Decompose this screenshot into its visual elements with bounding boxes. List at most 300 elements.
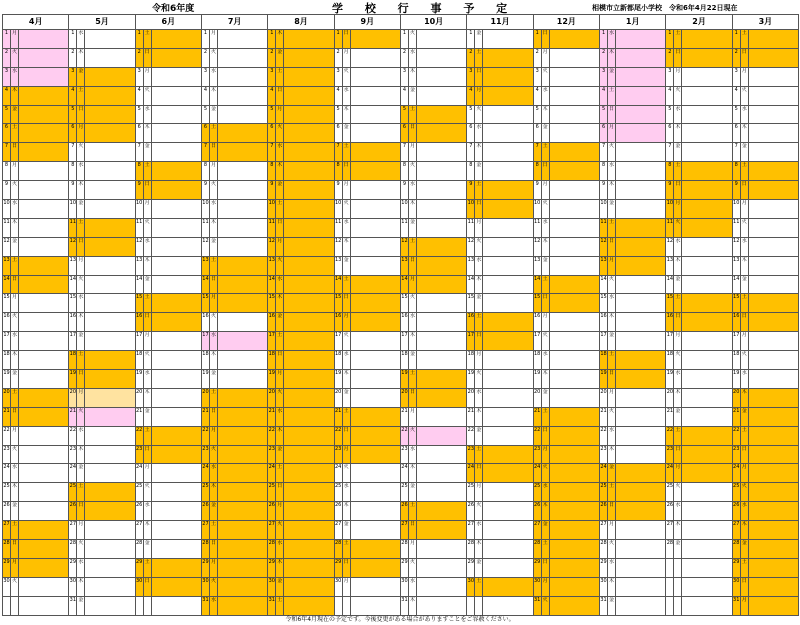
day-number: 23: [533, 445, 541, 464]
weekday: 水: [143, 502, 151, 521]
day-number: 1: [732, 30, 740, 49]
day-number: 16: [600, 313, 608, 332]
day-number: 25: [268, 483, 276, 502]
weekday: 金: [475, 426, 483, 445]
event-cell: [151, 124, 201, 143]
day-number: 28: [600, 540, 608, 559]
event-cell: [350, 162, 400, 181]
event-cell: [416, 30, 466, 49]
day-number: 6: [666, 124, 674, 143]
event-cell: [748, 577, 798, 596]
weekday: [475, 596, 483, 615]
weekday: 水: [541, 218, 549, 237]
event-cell: [483, 48, 533, 67]
day-number: 16: [334, 313, 342, 332]
weekday: 月: [11, 558, 19, 577]
day-row: [3, 502, 799, 521]
day-number: 9: [201, 181, 209, 200]
day-number: 14: [201, 275, 209, 294]
event-cell: [682, 143, 732, 162]
day-number: 15: [600, 294, 608, 313]
day-number: 28: [3, 540, 11, 559]
weekday: 水: [342, 351, 350, 370]
day-number: 10: [268, 200, 276, 219]
weekday: 木: [143, 388, 151, 407]
weekday: [674, 577, 682, 596]
event-cell: [549, 370, 599, 389]
day-number: 4: [400, 86, 408, 105]
weekday: 火: [408, 30, 416, 49]
day-number: [135, 596, 143, 615]
weekday: 月: [77, 521, 85, 540]
weekday: 水: [77, 162, 85, 181]
event-cell: [284, 540, 334, 559]
day-number: 21: [400, 407, 408, 426]
day-number: 15: [69, 294, 77, 313]
event-cell: [416, 67, 466, 86]
weekday: 水: [209, 67, 217, 86]
event-cell: [217, 540, 267, 559]
event-cell: [416, 200, 466, 219]
weekday: 月: [342, 577, 350, 596]
day-row: [3, 445, 799, 464]
day-number: 16: [400, 313, 408, 332]
event-cell: [350, 313, 400, 332]
event-cell: [416, 294, 466, 313]
event-cell: [350, 502, 400, 521]
day-number: 2: [334, 48, 342, 67]
day-number: 25: [135, 483, 143, 502]
event-cell: [616, 218, 666, 237]
event-cell: [19, 181, 69, 200]
weekday: 金: [342, 521, 350, 540]
day-number: 25: [666, 483, 674, 502]
weekday: 日: [674, 445, 682, 464]
day-number: 7: [135, 143, 143, 162]
weekday: 木: [77, 181, 85, 200]
page-title: 学 校 行 事 予 定: [332, 2, 517, 15]
weekday: 金: [276, 181, 284, 200]
day-number: 23: [334, 445, 342, 464]
weekday: 火: [674, 483, 682, 502]
weekday: 土: [475, 313, 483, 332]
weekday: 日: [475, 464, 483, 483]
day-number: 22: [600, 426, 608, 445]
day-row: [3, 388, 799, 407]
event-cell: [19, 124, 69, 143]
weekday: 日: [11, 407, 19, 426]
event-cell: [151, 445, 201, 464]
event-cell: [748, 143, 798, 162]
day-number: 27: [135, 521, 143, 540]
day-number: 10: [69, 200, 77, 219]
day-row: [3, 105, 799, 124]
day-number: 1: [533, 30, 541, 49]
weekday: 木: [740, 124, 748, 143]
event-cell: [416, 502, 466, 521]
event-cell: [85, 464, 135, 483]
event-cell: [217, 426, 267, 445]
event-cell: [549, 67, 599, 86]
day-number: 21: [69, 407, 77, 426]
weekday: 木: [342, 370, 350, 389]
weekday: 金: [77, 464, 85, 483]
weekday: 水: [209, 596, 217, 615]
day-number: 5: [467, 105, 475, 124]
weekday: 木: [608, 445, 616, 464]
day-number: 6: [3, 124, 11, 143]
event-cell: [151, 558, 201, 577]
day-number: 27: [268, 521, 276, 540]
weekday: 木: [674, 388, 682, 407]
weekday: 金: [342, 256, 350, 275]
event-cell: [616, 558, 666, 577]
event-cell: [616, 124, 666, 143]
day-number: 4: [533, 86, 541, 105]
weekday: 金: [608, 67, 616, 86]
day-number: 6: [400, 124, 408, 143]
weekday: 木: [475, 407, 483, 426]
event-cell: [85, 124, 135, 143]
day-number: 18: [666, 351, 674, 370]
weekday: 水: [674, 370, 682, 389]
weekday: 日: [209, 540, 217, 559]
event-cell: [350, 181, 400, 200]
event-cell: [748, 521, 798, 540]
event-cell: [748, 540, 798, 559]
day-number: 18: [732, 351, 740, 370]
weekday: 火: [209, 577, 217, 596]
weekday: 月: [541, 48, 549, 67]
event-cell: [483, 200, 533, 219]
day-number: 30: [732, 577, 740, 596]
event-cell: [217, 407, 267, 426]
weekday: 土: [541, 540, 549, 559]
day-number: 19: [334, 370, 342, 389]
day-number: 24: [533, 464, 541, 483]
day-number: 2: [268, 48, 276, 67]
weekday: 木: [276, 30, 284, 49]
month-header: 10月: [400, 15, 466, 30]
day-row: [3, 464, 799, 483]
day-number: 6: [467, 124, 475, 143]
day-number: 29: [3, 558, 11, 577]
weekday: 金: [342, 124, 350, 143]
event-cell: [85, 237, 135, 256]
weekday: 木: [608, 577, 616, 596]
weekday: 水: [408, 445, 416, 464]
weekday: 日: [77, 237, 85, 256]
day-number: 4: [268, 86, 276, 105]
day-number: 5: [3, 105, 11, 124]
event-cell: [416, 388, 466, 407]
day-number: 11: [268, 218, 276, 237]
day-number: 27: [201, 521, 209, 540]
event-cell: [616, 48, 666, 67]
day-number: 26: [334, 502, 342, 521]
weekday: 金: [475, 30, 483, 49]
day-number: 13: [666, 256, 674, 275]
day-number: 31: [69, 596, 77, 615]
day-row: [3, 67, 799, 86]
day-number: 30: [3, 577, 11, 596]
weekday: 月: [608, 256, 616, 275]
day-row: [3, 86, 799, 105]
weekday: 水: [608, 558, 616, 577]
event-cell: [19, 48, 69, 67]
day-number: 2: [467, 48, 475, 67]
day-number: 30: [268, 577, 276, 596]
day-number: 10: [3, 200, 11, 219]
month-header: 3月: [732, 15, 798, 30]
weekday: 木: [209, 86, 217, 105]
event-cell: [616, 407, 666, 426]
day-number: 18: [135, 351, 143, 370]
day-number: 16: [732, 313, 740, 332]
event-cell: [284, 313, 334, 332]
weekday: 月: [342, 48, 350, 67]
event-cell: [416, 256, 466, 275]
day-number: 8: [533, 162, 541, 181]
weekday: 金: [209, 237, 217, 256]
weekday: 木: [608, 313, 616, 332]
weekday: 月: [541, 445, 549, 464]
event-cell: [350, 256, 400, 275]
day-number: 22: [467, 426, 475, 445]
weekday: 木: [276, 558, 284, 577]
event-cell: [85, 596, 135, 615]
weekday: 土: [143, 558, 151, 577]
event-cell: [350, 407, 400, 426]
weekday: 月: [740, 464, 748, 483]
day-number: 7: [600, 143, 608, 162]
weekday: 日: [475, 332, 483, 351]
weekday: 木: [77, 313, 85, 332]
day-number: 5: [600, 105, 608, 124]
event-cell: [682, 181, 732, 200]
day-number: 2: [600, 48, 608, 67]
weekday: 日: [143, 48, 151, 67]
event-cell: [19, 256, 69, 275]
event-cell: [350, 596, 400, 615]
day-number: 20: [533, 388, 541, 407]
day-number: [666, 558, 674, 577]
day-number: 4: [467, 86, 475, 105]
day-number: 3: [533, 67, 541, 86]
day-number: 27: [69, 521, 77, 540]
event-cell: [748, 596, 798, 615]
day-number: 14: [467, 275, 475, 294]
weekday: 水: [342, 86, 350, 105]
day-number: 9: [600, 181, 608, 200]
day-number: 1: [3, 30, 11, 49]
event-cell: [483, 124, 533, 143]
event-cell: [151, 200, 201, 219]
weekday: 火: [342, 464, 350, 483]
day-number: 28: [201, 540, 209, 559]
weekday: 木: [408, 332, 416, 351]
day-number: 19: [533, 370, 541, 389]
weekday: 土: [143, 30, 151, 49]
weekday: 金: [475, 558, 483, 577]
weekday: 日: [77, 105, 85, 124]
weekday: 金: [77, 596, 85, 615]
weekday: 月: [342, 313, 350, 332]
day-number: 11: [334, 218, 342, 237]
month-header-row: [3, 15, 799, 30]
event-cell: [549, 502, 599, 521]
event-cell: [483, 162, 533, 181]
weekday: 金: [740, 407, 748, 426]
event-cell: [483, 521, 533, 540]
weekday: 水: [475, 124, 483, 143]
event-cell: [350, 577, 400, 596]
day-number: 12: [533, 237, 541, 256]
event-cell: [682, 521, 732, 540]
weekday: 火: [11, 313, 19, 332]
event-cell: [616, 313, 666, 332]
weekday: 土: [674, 30, 682, 49]
day-number: 7: [3, 143, 11, 162]
month-header: 4月: [3, 15, 69, 30]
event-cell: [748, 218, 798, 237]
weekday: 水: [11, 200, 19, 219]
day-number: 24: [600, 464, 608, 483]
event-cell: [682, 332, 732, 351]
day-row: [3, 200, 799, 219]
event-cell: [217, 124, 267, 143]
weekday: 月: [408, 407, 416, 426]
event-cell: [85, 86, 135, 105]
event-cell: [549, 105, 599, 124]
day-number: 12: [600, 237, 608, 256]
day-number: 31: [732, 596, 740, 615]
day-number: 1: [334, 30, 342, 49]
weekday: 日: [740, 577, 748, 596]
weekday: 日: [276, 351, 284, 370]
event-cell: [748, 237, 798, 256]
event-cell: [483, 502, 533, 521]
event-cell: [85, 181, 135, 200]
day-number: 16: [666, 313, 674, 332]
day-number: 3: [3, 67, 11, 86]
weekday: 土: [740, 30, 748, 49]
event-cell: [151, 162, 201, 181]
weekday: 金: [541, 388, 549, 407]
event-cell: [284, 30, 334, 49]
day-number: 28: [467, 540, 475, 559]
event-cell: [217, 558, 267, 577]
event-cell: [416, 181, 466, 200]
day-number: 18: [467, 351, 475, 370]
day-number: 9: [3, 181, 11, 200]
weekday: 木: [11, 86, 19, 105]
weekday: 日: [143, 445, 151, 464]
weekday: 水: [608, 294, 616, 313]
weekday: 水: [77, 558, 85, 577]
day-number: 11: [732, 218, 740, 237]
day-number: 21: [334, 407, 342, 426]
weekday: 金: [77, 332, 85, 351]
weekday: 月: [740, 596, 748, 615]
weekday: 日: [740, 48, 748, 67]
event-cell: [616, 445, 666, 464]
event-cell: [151, 388, 201, 407]
day-number: 29: [467, 558, 475, 577]
event-cell: [616, 200, 666, 219]
day-number: 23: [732, 445, 740, 464]
day-number: 22: [334, 426, 342, 445]
event-cell: [19, 445, 69, 464]
event-cell: [748, 351, 798, 370]
weekday: 木: [342, 105, 350, 124]
weekday: 土: [276, 200, 284, 219]
day-number: 26: [467, 502, 475, 521]
day-number: 21: [135, 407, 143, 426]
weekday: 水: [408, 48, 416, 67]
day-number: 20: [69, 388, 77, 407]
event-cell: [19, 237, 69, 256]
weekday: 金: [740, 143, 748, 162]
event-cell: [748, 313, 798, 332]
event-cell: [350, 105, 400, 124]
weekday: 水: [143, 105, 151, 124]
weekday: 土: [408, 105, 416, 124]
day-number: 14: [334, 275, 342, 294]
weekday: 金: [143, 407, 151, 426]
event-cell: [483, 407, 533, 426]
weekday: 土: [11, 521, 19, 540]
weekday: 水: [740, 370, 748, 389]
day-row: [3, 483, 799, 502]
event-cell: [682, 445, 732, 464]
day-number: 30: [400, 577, 408, 596]
day-number: 17: [467, 332, 475, 351]
weekday: 日: [209, 407, 217, 426]
day-number: 7: [268, 143, 276, 162]
day-number: 14: [135, 275, 143, 294]
weekday: 日: [541, 558, 549, 577]
weekday: 土: [77, 86, 85, 105]
day-number: 24: [467, 464, 475, 483]
day-number: 16: [467, 313, 475, 332]
weekday: 水: [408, 313, 416, 332]
day-row: [3, 370, 799, 389]
day-row: [3, 30, 799, 49]
weekday: [674, 596, 682, 615]
day-number: 4: [69, 86, 77, 105]
event-cell: [19, 67, 69, 86]
day-number: 13: [135, 256, 143, 275]
event-cell: [549, 388, 599, 407]
event-cell: [682, 86, 732, 105]
day-number: [334, 596, 342, 615]
day-number: 15: [732, 294, 740, 313]
weekday: 金: [11, 502, 19, 521]
day-number: 12: [69, 237, 77, 256]
event-cell: [748, 67, 798, 86]
weekday: 日: [11, 143, 19, 162]
event-cell: [416, 86, 466, 105]
day-number: 3: [268, 67, 276, 86]
event-cell: [549, 256, 599, 275]
event-cell: [19, 313, 69, 332]
weekday: 月: [11, 294, 19, 313]
day-number: 23: [3, 445, 11, 464]
event-cell: [19, 483, 69, 502]
event-cell: [682, 162, 732, 181]
weekday: 土: [77, 218, 85, 237]
